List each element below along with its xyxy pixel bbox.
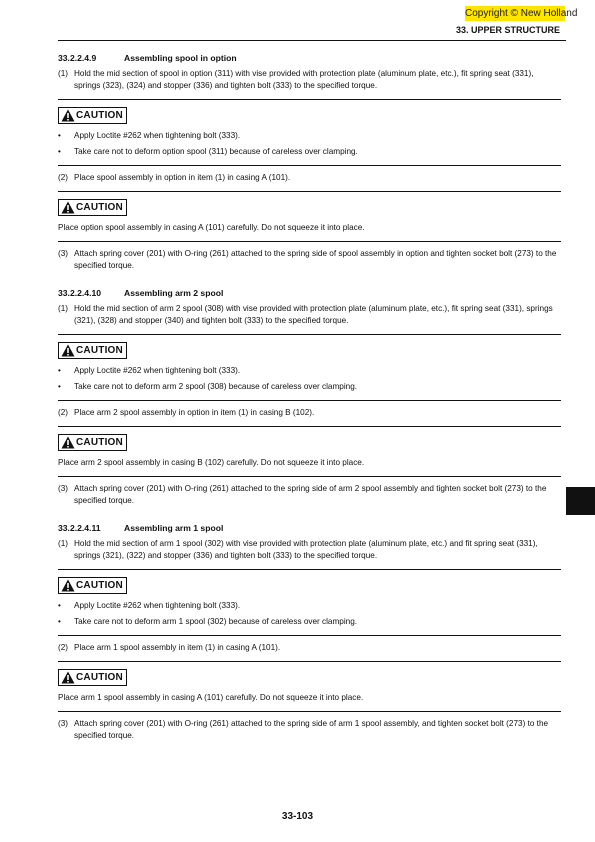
step-3 [58,483,561,507]
warning-triangle-icon [61,579,75,592]
step-number: (3) [58,719,69,728]
caution-badge [58,199,127,216]
bullet-text: Take care not to deform option spool (311) because of careless over clamping. [74,147,358,156]
caution-bullet [58,600,561,612]
page-number: 33-103 [281,811,314,822]
divider [58,635,561,636]
caution-bullet [58,365,561,377]
copyright-badge: Copyright © New Holland [465,8,578,19]
chapter-tab-marker [566,487,595,515]
step-text: Attach spring cover (201) with O-ring (261) attached to the spring side of arm 2 spool assembly and tighten socket bolt (273) to the specified torque. [74,484,547,505]
caution-text: Place arm 2 spool assembly in casing B (102) carefully. Do not squeeze it into place. [58,458,365,467]
bullet-mark: • [58,617,61,626]
step-number: (3) [58,249,69,258]
caution-text: Place arm 1 spool assembly in casing A (101) carefully. Do not squeeze it into place. [58,693,364,702]
warning-triangle-icon [61,201,75,214]
divider [58,661,561,662]
caution-label: CAUTION [76,671,123,683]
step-number: (2) [58,643,69,652]
bullet-text: Apply Loctite #262 when tightening bolt (333). [74,366,241,375]
step-1 [58,538,561,562]
section-number: 33.2.2.4.10 [58,288,102,298]
step-number: (2) [58,173,69,182]
step-number: (2) [58,408,69,417]
caution-label: CAUTION [76,201,123,213]
caution-badge [58,107,127,124]
bullet-text: Apply Loctite #262 when tightening bolt (333). [74,601,241,610]
caution-badge [58,434,127,451]
step-3 [58,718,561,742]
caution-badge [58,669,127,686]
section-title: Assembling spool in option [124,53,237,63]
step-text: Attach spring cover (201) with O-ring (261) attached to the spring side of arm 1 spool assembly, and tighten socket bolt (273) to the specified torque. [74,719,549,740]
section-title: Assembling arm 2 spool [124,288,224,298]
warning-triangle-icon [61,109,75,122]
section-heading [58,52,561,64]
step-text: Attach spring cover (201) with O-ring (261) attached to the spring side of spool assembly in option and tighten socket bolt (273) to the specified torque. [74,249,557,270]
step-2 [58,172,561,184]
divider [58,334,561,335]
bullet-mark: • [58,131,61,140]
section-heading [58,522,561,534]
step-number: (3) [58,484,69,493]
divider [58,165,561,166]
caution-badge [58,577,127,594]
caution-bullet [58,381,561,393]
step-2 [58,642,561,654]
divider [58,99,561,100]
caution-label: CAUTION [76,109,123,121]
step-1 [58,303,561,327]
divider [58,426,561,427]
step-number: (1) [58,304,69,313]
section-title: Assembling arm 1 spool [124,523,224,533]
caution-badge [58,342,127,359]
page-content [58,52,561,742]
warning-triangle-icon [61,436,75,449]
bullet-mark: • [58,366,61,375]
chapter-title: 33. UPPER STRUCTURE [455,25,560,35]
step-number: (1) [58,69,69,78]
divider [58,476,561,477]
step-text: Place arm 2 spool assembly in option in item (1) in casing B (102). [74,408,315,417]
bullet-mark: • [58,382,61,391]
caution-bullet [58,616,561,628]
divider [58,191,561,192]
bullet-text: Take care not to deform arm 2 spool (308) because of careless over clamping. [74,382,358,391]
caution-label: CAUTION [76,436,123,448]
caution-label: CAUTION [76,344,123,356]
bullet-text: Apply Loctite #262 when tightening bolt (333). [74,131,241,140]
caution-text: Place option spool assembly in casing A (101) carefully. Do not squeeze it into place. [58,223,365,232]
header-rule [58,40,566,41]
bullet-mark: • [58,601,61,610]
step-text: Hold the mid section of arm 1 spool (302) with vise provided with protection plate (aluminum plate, etc.) and fit spring seat (331), springs (321), (322) and stopper (336) and tighten bolt (333) to the specified torque. [74,539,538,560]
step-1 [58,68,561,92]
bullet-text: Take care not to deform arm 1 spool (302) because of careless over clamping. [74,617,358,626]
warning-triangle-icon [61,671,75,684]
divider [58,400,561,401]
step-3 [58,248,561,272]
caution-bullet [58,146,561,158]
warning-triangle-icon [61,344,75,357]
section-heading [58,287,561,299]
bullet-mark: • [58,147,61,156]
step-text: Place arm 1 spool assembly in item (1) in casing A (101). [74,643,281,652]
step-text: Hold the mid section of arm 2 spool (308) with vise provided with protection plate (aluminum plate, etc.), fit spring seat (331), springs (321), (328) and stopper (340) and tighten bolt (333) to the specified torque. [74,304,553,325]
divider [58,241,561,242]
section-number: 33.2.2.4.9 [58,53,97,63]
divider [58,711,561,712]
step-2 [58,407,561,419]
section-number: 33.2.2.4.11 [58,523,101,533]
caution-bullet [58,130,561,142]
divider [58,569,561,570]
step-text: Place spool assembly in option in item (1) in casing A (101). [74,173,291,182]
step-number: (1) [58,539,69,548]
step-text: Hold the mid section of spool in option (311) with vise provided with protection plate (aluminum plate, etc.), fit spring seat (331), springs (323), (324) and stopper (336) and tighten bolt (333) to the specified torque. [74,69,534,90]
caution-label: CAUTION [76,579,123,591]
